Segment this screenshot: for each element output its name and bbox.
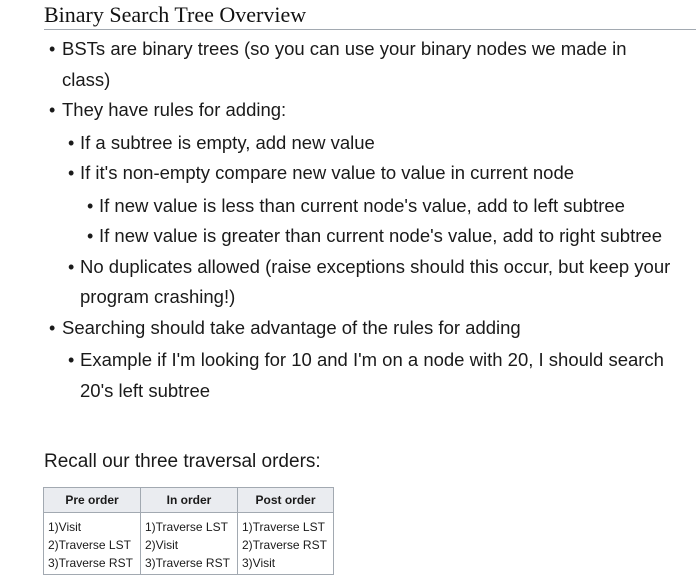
- table-cell: 2)Traverse LST: [44, 536, 141, 554]
- bullet-item: [0, 128, 695, 159]
- table-row: [44, 513, 334, 537]
- bullet-item: [0, 345, 695, 406]
- table-row: [44, 554, 334, 575]
- table-cell: 1)Traverse LST: [238, 513, 334, 537]
- bullet-list: [0, 34, 700, 406]
- table-cell: 2)Visit: [141, 536, 238, 554]
- bullet-item: [0, 221, 699, 252]
- table-row: [44, 536, 334, 554]
- bullet-text: They have rules for adding:: [62, 99, 287, 120]
- table-cell: 1)Visit: [44, 513, 141, 537]
- bullet-text: If new value is greater than current node's value, add to right subtree: [99, 225, 662, 246]
- bullet-dot-icon: •: [87, 226, 94, 246]
- page-title: Binary Search Tree Overview: [44, 2, 307, 27]
- column-header: Pre order: [44, 488, 141, 513]
- bullet-text: If new value is less than current node's value, add to left subtree: [99, 194, 625, 216]
- bullet-item: [0, 95, 662, 126]
- bullet-item: [0, 158, 695, 189]
- recall-heading: Recall our three traversal orders:: [44, 451, 321, 472]
- bullet-text: If it's non-empty compare new value to value in current node: [80, 162, 575, 183]
- table-cell: 3)Traverse RST: [141, 554, 238, 575]
- bullet-dot-icon: •: [49, 100, 56, 120]
- bullet-dot-icon: •: [49, 317, 56, 338]
- column-header: Post order: [238, 488, 334, 513]
- bullet-item: [0, 313, 662, 344]
- table-cell: 3)Traverse RST: [44, 554, 141, 575]
- bullet-dot-icon: •: [68, 350, 75, 370]
- traversal-table: [43, 487, 334, 575]
- bullet-text: No duplicates allowed (raise exceptions should this occur, but keep your program crashing!): [80, 255, 671, 307]
- table-cell: 2)Traverse RST: [238, 536, 334, 554]
- bullet-item: [0, 191, 699, 222]
- table-header-row: [44, 488, 334, 513]
- bullet-dot-icon: •: [68, 256, 75, 277]
- column-header: In order: [141, 488, 238, 513]
- table-cell: 1)Traverse LST: [141, 513, 238, 537]
- bullet-dot-icon: •: [68, 132, 75, 153]
- bullet-dot-icon: •: [49, 39, 56, 59]
- bullet-item: [0, 252, 695, 313]
- table-cell: 3)Visit: [238, 554, 334, 575]
- bullet-dot-icon: •: [68, 163, 75, 183]
- title-divider: [44, 29, 696, 30]
- bullet-text: Example if I'm looking for 10 and I'm on a node with 20, I should search 20's left subtree: [80, 349, 664, 401]
- bullet-item: [0, 34, 662, 95]
- bullet-text: Searching should take advantage of the rules for adding: [62, 316, 521, 338]
- bullet-text: If a subtree is empty, add new value: [80, 131, 375, 153]
- bullet-dot-icon: •: [87, 195, 94, 216]
- bullet-text: BSTs are binary trees (so you can use your binary nodes we made in class): [62, 38, 627, 90]
